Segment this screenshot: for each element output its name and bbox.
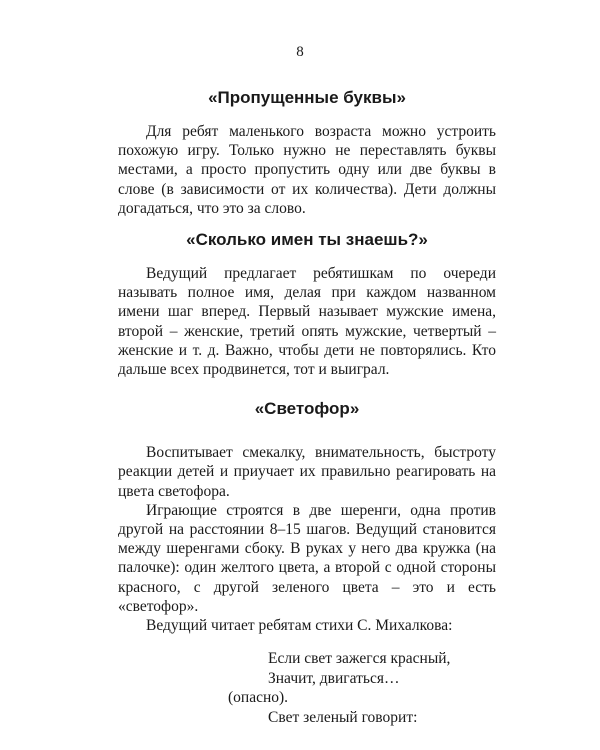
- section-title-traffic-light: «Светофор»: [254, 399, 360, 419]
- page-number: 8: [296, 44, 304, 60]
- page-content: [118, 88, 496, 727]
- paragraph: Играющие строятся в две шеренги, одна против другой на расстоянии 8–15 шагов. Ведущий становится между шеренгами сбоку. В руках у него два кружка (на палочке): один желтого цвета, а второй с одной стороны красного, с другой зеленого цвета – это и есть «светофор».: [118, 501, 496, 615]
- section-title-how-many-names: «Сколько имен ты знаешь?»: [186, 230, 428, 250]
- paragraph: Для ребят маленького возраста можно устроить похожую игру. Только нужно не переставлять буквы местами, а просто пропустить одну или две буквы в слове (в зависимости от их количества). Дети должны догадаться, что это за слово.: [118, 123, 496, 217]
- paragraph: Ведущий предлагает ребятишкам по очереди называть полное имя, делая при каждом названном имени шаг вперед. Первый называет мужские имена, второй – женские, третий опять мужские, четвертый – женские и т. д. Важно, чтобы дети не повторялись. Кто дальше всех продвинется, тот и выиграл.: [118, 265, 496, 379]
- poem-line: Свет зеленый говорит:: [268, 708, 418, 726]
- poem-line: Если свет зажегся красный,: [268, 650, 451, 668]
- poem-line: (опасно).: [228, 689, 289, 707]
- poem-excerpt: [118, 649, 496, 727]
- poem-line: Значит, двигаться…: [268, 669, 400, 687]
- section-body-traffic-light: [118, 443, 496, 635]
- section-body-how-many-names: [118, 264, 496, 379]
- section-body-missing-letters: [118, 122, 496, 218]
- paragraph: Воспитывает смекалку, внимательность, быстроту реакции детей и приучает их правильно реагировать на цвета светофора.: [118, 444, 496, 500]
- section-title-missing-letters: «Пропущенные буквы»: [208, 88, 406, 107]
- paragraph: Ведущий читает ребятам стихи С. Михалкова:: [146, 617, 453, 635]
